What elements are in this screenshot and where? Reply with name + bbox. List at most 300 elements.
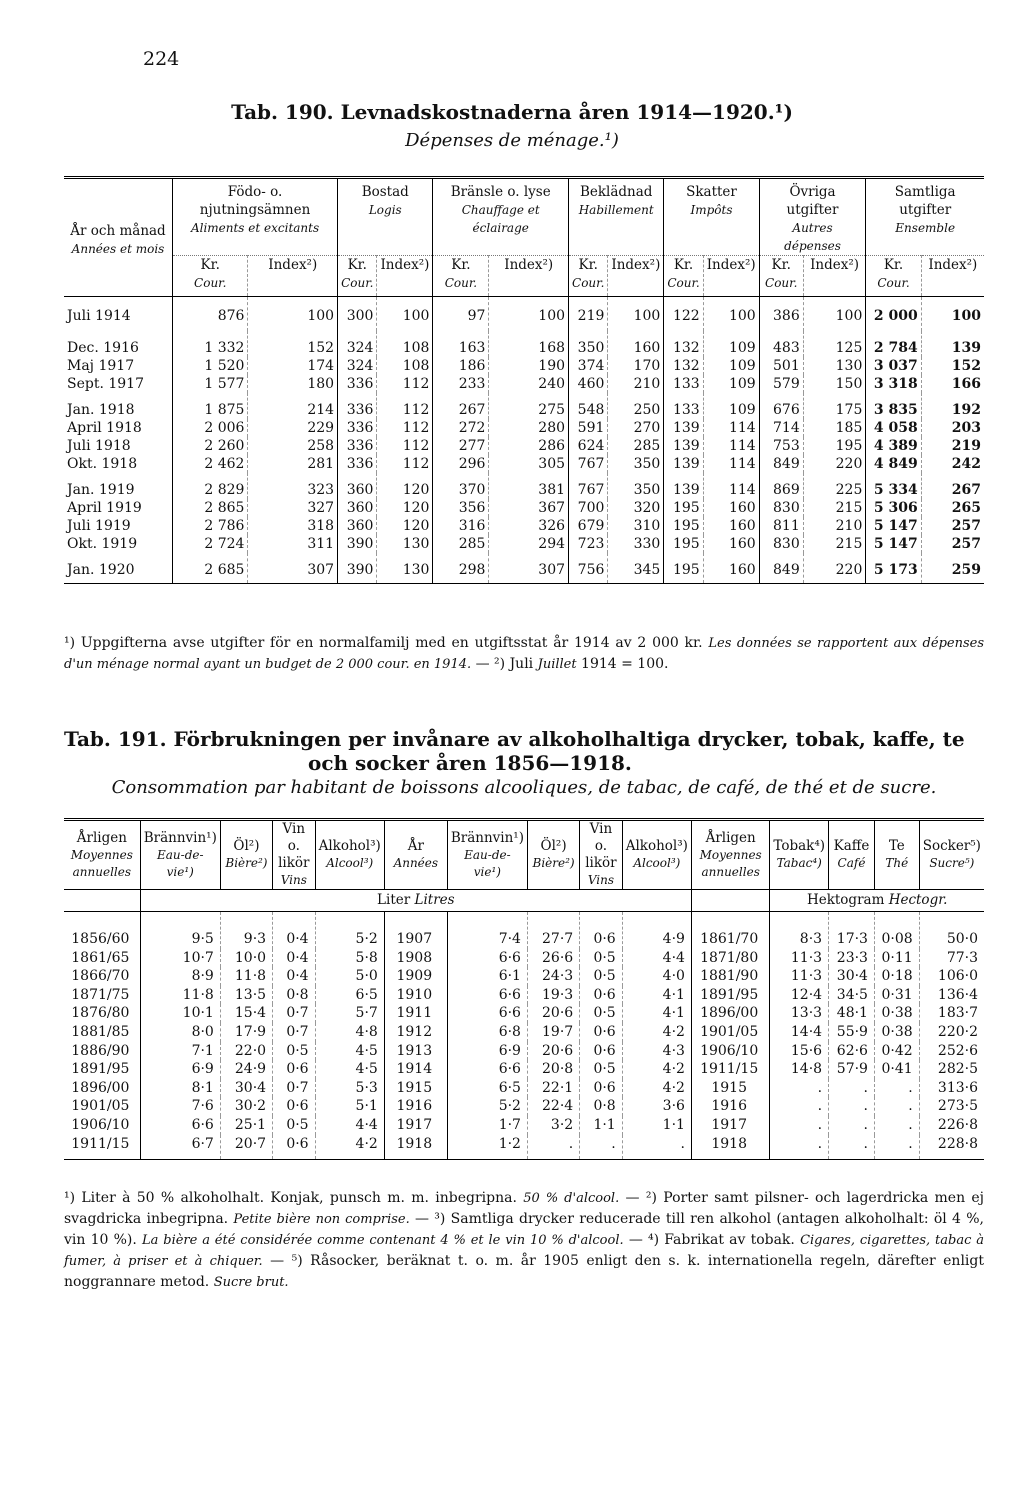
- cell: 285: [608, 437, 664, 455]
- cell: 0·4: [273, 912, 316, 949]
- cell: 1861/65: [71, 949, 130, 966]
- cell: 3 318: [866, 375, 921, 393]
- cell: 19·7: [527, 1023, 579, 1042]
- cell: 120: [377, 517, 433, 535]
- cell: 225: [803, 473, 866, 499]
- cell: 1908: [384, 949, 447, 968]
- cell: 307: [248, 553, 338, 584]
- cell: 160: [703, 499, 759, 517]
- cell: 0·8: [580, 1097, 623, 1116]
- table-row: [64, 1097, 984, 1116]
- cell: 267: [433, 393, 489, 419]
- cell: 192: [921, 393, 984, 419]
- cell: 195: [664, 535, 703, 553]
- cell: 100: [803, 297, 866, 332]
- col-ol-2: Öl²) Bière²): [527, 820, 579, 890]
- cell: 4·3: [622, 1042, 691, 1061]
- cell: 139: [664, 473, 703, 499]
- cell: 381: [489, 473, 569, 499]
- sub-kr-cour: Kr. Cour.: [173, 256, 248, 297]
- cell: 311: [248, 535, 338, 553]
- cell: 109: [703, 331, 759, 357]
- group-label-sv: Födo- o. njutningsämnen: [199, 184, 311, 218]
- cell: 100: [489, 297, 569, 332]
- cell: 811: [759, 517, 803, 535]
- cell: 282·5: [919, 1060, 984, 1079]
- cell: 219: [921, 437, 984, 455]
- cell: 1 577: [173, 375, 248, 393]
- cell: 273·5: [919, 1097, 984, 1116]
- cell: 0·6: [273, 1060, 316, 1079]
- cell: 4·5: [315, 1060, 384, 1079]
- cell: 1909: [384, 967, 447, 986]
- cell: .: [874, 1135, 919, 1160]
- cell: 112: [377, 455, 433, 473]
- cell: 679: [569, 517, 608, 535]
- cell: 133: [664, 375, 703, 393]
- cell: 48·1: [829, 1004, 875, 1023]
- cell: 501: [759, 357, 803, 375]
- cell: 132: [664, 357, 703, 375]
- table-row: [64, 912, 984, 949]
- tab190-subtitle: Dépenses de ménage.¹): [405, 130, 619, 151]
- cell: 7·1: [140, 1042, 220, 1061]
- cell: 869: [759, 473, 803, 499]
- cell: 109: [703, 357, 759, 375]
- cell: 168: [489, 331, 569, 357]
- cell: 6·9: [140, 1060, 220, 1079]
- cell: 1907: [384, 912, 447, 949]
- cell: 723: [569, 535, 608, 553]
- cell: 483: [759, 331, 803, 357]
- cell: 1911/15: [71, 1135, 130, 1152]
- table-row: [64, 499, 984, 517]
- cell: 160: [703, 553, 759, 584]
- col-vin: Vin o. likör Vins: [273, 820, 316, 890]
- sub-kr-cour: Kr. Cour.: [866, 256, 921, 297]
- cell: 1 332: [173, 331, 248, 357]
- unit-hectogram: Hektogram Hectogr.: [770, 890, 984, 912]
- cell: 0·4: [273, 967, 316, 986]
- sub-index: Index²): [608, 256, 664, 297]
- cell: 1896/00: [691, 1004, 769, 1023]
- cell: 6·6: [447, 1004, 527, 1023]
- cell: 1881/90: [691, 967, 769, 986]
- cell: 714: [759, 419, 803, 437]
- row-label: Jan. 1919: [67, 482, 135, 498]
- cell: 170: [608, 357, 664, 375]
- cell: .: [580, 1135, 623, 1160]
- cell: 313·6: [919, 1079, 984, 1098]
- cell: 1856/60: [71, 931, 130, 947]
- table-row: [64, 967, 984, 986]
- cell: 30·4: [220, 1079, 272, 1098]
- cell: 11·3: [770, 949, 829, 968]
- cell: 13·5: [220, 986, 272, 1005]
- row-label: Okt. 1919: [67, 536, 138, 552]
- group-label-sv: Bränsle o. lyse: [450, 184, 551, 200]
- cell: 307: [489, 553, 569, 584]
- cell: .: [874, 1097, 919, 1116]
- cell: 34·5: [829, 986, 875, 1005]
- cell: 77·3: [919, 949, 984, 968]
- cell: 186: [433, 357, 489, 375]
- cell: 0·7: [273, 1023, 316, 1042]
- cell: 3 835: [866, 393, 921, 419]
- cell: 0·38: [874, 1004, 919, 1023]
- cell: 8·9: [140, 967, 220, 986]
- cell: 20·6: [527, 1042, 579, 1061]
- cell: 548: [569, 393, 608, 419]
- cell: 2 260: [173, 437, 248, 455]
- cell: 2 865: [173, 499, 248, 517]
- cell: 8·0: [140, 1023, 220, 1042]
- cell: .: [829, 1116, 875, 1135]
- tab191-table: [64, 818, 984, 1160]
- cell: 195: [664, 517, 703, 535]
- col-socker: Socker⁵) Sucre⁵): [919, 820, 984, 890]
- group-label-sv: Bostad: [361, 184, 409, 200]
- cell: 1916: [384, 1097, 447, 1116]
- cell: 4·2: [622, 1023, 691, 1042]
- cell: 370: [433, 473, 489, 499]
- cell: 100: [608, 297, 664, 332]
- cell: 1896/00: [71, 1079, 130, 1096]
- group-label-fr: Impôts: [690, 203, 733, 217]
- cell: 6·6: [447, 949, 527, 968]
- cell: 152: [921, 357, 984, 375]
- cell: 2 000: [866, 297, 921, 332]
- cell: 345: [608, 553, 664, 584]
- cell: 112: [377, 419, 433, 437]
- cell: 136·4: [919, 986, 984, 1005]
- cell: 1901/05: [691, 1023, 769, 1042]
- cell: 20·7: [220, 1135, 272, 1160]
- cell: 0·11: [874, 949, 919, 968]
- cell: 14·8: [770, 1060, 829, 1079]
- cell: 2 829: [173, 473, 248, 499]
- col-vin-2: Vin o. likör Vins: [580, 820, 623, 890]
- cell: 130: [803, 357, 866, 375]
- cell: 163: [433, 331, 489, 357]
- cell: 350: [608, 473, 664, 499]
- cell: 316: [433, 517, 489, 535]
- cell: 5 147: [866, 517, 921, 535]
- cell: 114: [703, 473, 759, 499]
- cell: 1917: [384, 1116, 447, 1135]
- cell: 13·3: [770, 1004, 829, 1023]
- cell: 120: [377, 499, 433, 517]
- table-row: [64, 1042, 984, 1061]
- cell: 320: [608, 499, 664, 517]
- cell: 6·5: [447, 1079, 527, 1098]
- tab191-subtitle: Consommation par habitant de boissons alcooliques, de tabac, de café, de thé et de sucre.: [111, 777, 937, 798]
- cell: 6·6: [140, 1116, 220, 1135]
- cell: 1915: [384, 1079, 447, 1098]
- table-row: [64, 297, 984, 332]
- cell: 849: [759, 455, 803, 473]
- cell: 97: [433, 297, 489, 332]
- cell: 152: [248, 331, 338, 357]
- cell: 624: [569, 437, 608, 455]
- cell: 210: [803, 517, 866, 535]
- cell: 3·2: [527, 1116, 579, 1135]
- cell: 22·0: [220, 1042, 272, 1061]
- cell: 2 724: [173, 535, 248, 553]
- cell: 4·1: [622, 986, 691, 1005]
- cell: 753: [759, 437, 803, 455]
- cell: 5·3: [315, 1079, 384, 1098]
- cell: 1861/70: [691, 912, 769, 949]
- group-label-fr: Autres dépenses: [784, 221, 841, 253]
- col-brannvin-2: Brännvin¹) Eau-de-vie¹): [447, 820, 527, 890]
- cell: .: [770, 1116, 829, 1135]
- cell: 265: [921, 499, 984, 517]
- cell: 4·4: [622, 949, 691, 968]
- group-header-2: [433, 178, 569, 256]
- cell: 0·5: [580, 949, 623, 968]
- sub-kr-cour: Kr. Cour.: [759, 256, 803, 297]
- tab190-table: [64, 176, 984, 584]
- cell: 275: [489, 393, 569, 419]
- cell: 114: [703, 419, 759, 437]
- col-alkohol-2: Alkohol³) Alcool³): [622, 820, 691, 890]
- cell: 591: [569, 419, 608, 437]
- cell: 17·3: [829, 912, 875, 949]
- cell: 30·2: [220, 1097, 272, 1116]
- col-ol: Öl²) Bière²): [220, 820, 272, 890]
- cell: 4 389: [866, 437, 921, 455]
- cell: 277: [433, 437, 489, 455]
- row-label: April 1919: [67, 500, 142, 516]
- cell: 767: [569, 455, 608, 473]
- cell: 5·2: [447, 1097, 527, 1116]
- cell: 7·4: [447, 912, 527, 949]
- cell: 219: [569, 297, 608, 332]
- cell: 390: [338, 535, 377, 553]
- cell: 756: [569, 553, 608, 584]
- cell: 3·6: [622, 1097, 691, 1116]
- cell: 24·9: [220, 1060, 272, 1079]
- cell: 1913: [384, 1042, 447, 1061]
- cell: 360: [338, 473, 377, 499]
- cell: 215: [803, 499, 866, 517]
- cell: 5·1: [315, 1097, 384, 1116]
- cell: 1911: [384, 1004, 447, 1023]
- cell: 285: [433, 535, 489, 553]
- cell: 1918: [384, 1135, 447, 1160]
- cell: 5 147: [866, 535, 921, 553]
- table-row: [64, 393, 984, 419]
- cell: 386: [759, 297, 803, 332]
- table-row: [64, 375, 984, 393]
- cell: .: [770, 1079, 829, 1098]
- cell: 2 462: [173, 455, 248, 473]
- col-tobak: Tobak⁴) Tabac⁴): [770, 820, 829, 890]
- cell: 330: [608, 535, 664, 553]
- cell: 8·1: [140, 1079, 220, 1098]
- cell: 240: [489, 375, 569, 393]
- cell: 272: [433, 419, 489, 437]
- cell: 130: [377, 553, 433, 584]
- cell: 11·8: [140, 986, 220, 1005]
- cell: 20·8: [527, 1060, 579, 1079]
- cell: 11·8: [220, 967, 272, 986]
- cell: 0·5: [580, 1004, 623, 1023]
- tab190-footnotes: ¹) Uppgifterna avse utgifter för en normalfamilj med en utgiftsstat år 1914 av 2 000 kr. Les données se rapportent aux dépenses d'un ménage normal ayant un budget de 2 000 cour. en 1914. — ²) Juli Juillet 1914 = 100.: [64, 635, 984, 672]
- cell: .: [622, 1135, 691, 1160]
- cell: 203: [921, 419, 984, 437]
- cell: 24·3: [527, 967, 579, 986]
- cell: 12·4: [770, 986, 829, 1005]
- unit-liter: Liter Litres: [140, 890, 691, 912]
- cell: 195: [664, 499, 703, 517]
- cell: 1901/05: [71, 1098, 130, 1115]
- cell: 220: [803, 553, 866, 584]
- cell: 195: [803, 437, 866, 455]
- cell: 6·7: [140, 1135, 220, 1160]
- table-row: [64, 1004, 984, 1023]
- table-row: [64, 949, 984, 968]
- table-row: [64, 1135, 984, 1160]
- cell: 767: [569, 473, 608, 499]
- cell: 8·3: [770, 912, 829, 949]
- cell: 1914: [384, 1060, 447, 1079]
- table-row: [64, 1116, 984, 1135]
- cell: 259: [921, 553, 984, 584]
- table-row: [64, 331, 984, 357]
- cell: 1·2: [447, 1135, 527, 1160]
- cell: 0·42: [874, 1042, 919, 1061]
- group-header-5: [759, 178, 866, 256]
- cell: 9·3: [220, 912, 272, 949]
- cell: 27·7: [527, 912, 579, 949]
- cell: 25·1: [220, 1116, 272, 1135]
- group-header-0: [173, 178, 338, 256]
- cell: 125: [803, 331, 866, 357]
- cell: 324: [338, 357, 377, 375]
- cell: 10·7: [140, 949, 220, 968]
- cell: 22·4: [527, 1097, 579, 1116]
- cell: 1910: [384, 986, 447, 1005]
- cell: 336: [338, 393, 377, 419]
- cell: 350: [608, 455, 664, 473]
- col-period-2: Årligen Moyennes annuelles: [691, 820, 769, 890]
- cell: 5 306: [866, 499, 921, 517]
- cell: 220: [803, 455, 866, 473]
- cell: 294: [489, 535, 569, 553]
- cell: 15·6: [770, 1042, 829, 1061]
- cell: 336: [338, 419, 377, 437]
- row-label: Jan. 1918: [67, 402, 135, 418]
- cell: 14·4: [770, 1023, 829, 1042]
- table-row: [64, 437, 984, 455]
- group-label-sv: Skatter: [686, 184, 737, 200]
- tab191-footnotes: ¹) Liter à 50 % alkoholhalt. Konjak, punsch m. m. inbegripna. 50 % d'alcool. — ²) Porter samt pilsner- och lagerdricka men ej svagdricka inbegripna. Petite bière non comprise. — ³) Samtliga drycker reducerade till ren alkohol (antagen alkoholhalt: öl 4 %, vin 10 %). La bière a été considérée comme contenant 4 % et le vin 10 % d'alcool. — ⁴) Fabrikat av tobak. Cigares, cigarettes, tabac à fumer, à priser et à chiquer. — ⁵) Råsocker, beräknat t. o. m. år 1905 enligt den s. k. internationella regeln, därefter enligt noggrannare metod. Sucre brut.: [64, 1190, 985, 1290]
- cell: 0·18: [874, 967, 919, 986]
- cell: 336: [338, 455, 377, 473]
- cell: 1871/75: [71, 986, 130, 1003]
- cell: 1911/15: [691, 1060, 769, 1079]
- cell: 242: [921, 455, 984, 473]
- row-label: Sept. 1917: [67, 376, 144, 392]
- cell: 139: [664, 419, 703, 437]
- cell: 112: [377, 375, 433, 393]
- table-row: [64, 455, 984, 473]
- sub-kr-cour: Kr. Cour.: [433, 256, 489, 297]
- cell: 4·5: [315, 1042, 384, 1061]
- cell: 280: [489, 419, 569, 437]
- cell: 220·2: [919, 1023, 984, 1042]
- cell: 0·5: [273, 1042, 316, 1061]
- cell: 160: [703, 535, 759, 553]
- cell: 1906/10: [71, 1116, 130, 1133]
- cell: 195: [664, 553, 703, 584]
- cell: 252·6: [919, 1042, 984, 1061]
- cell: 10·0: [220, 949, 272, 968]
- cell: 62·6: [829, 1042, 875, 1061]
- sub-index: Index²): [248, 256, 338, 297]
- cell: 214: [248, 393, 338, 419]
- cell: 174: [248, 357, 338, 375]
- cell: 1915: [691, 1079, 769, 1098]
- col-kaffe: Kaffe Café: [829, 820, 875, 890]
- cell: 267: [921, 473, 984, 499]
- cell: 100: [921, 297, 984, 332]
- page-number: 224: [143, 48, 180, 70]
- cell: 336: [338, 437, 377, 455]
- cell: 114: [703, 455, 759, 473]
- cell: 109: [703, 375, 759, 393]
- cell: 360: [338, 499, 377, 517]
- cell: 281: [248, 455, 338, 473]
- cell: 0·6: [580, 912, 623, 949]
- cell: 1906/10: [691, 1042, 769, 1061]
- cell: 23·3: [829, 949, 875, 968]
- cell: 1918: [691, 1135, 769, 1160]
- cell: .: [829, 1079, 875, 1098]
- cell: 190: [489, 357, 569, 375]
- cell: 1 875: [173, 393, 248, 419]
- cell: 323: [248, 473, 338, 499]
- cell: 286: [489, 437, 569, 455]
- cell: 6·1: [447, 967, 527, 986]
- cell: 1891/95: [691, 986, 769, 1005]
- cell: 106·0: [919, 967, 984, 986]
- cell: 1876/80: [71, 1005, 130, 1022]
- table-row: [64, 553, 984, 584]
- cell: 0·5: [273, 1116, 316, 1135]
- cell: .: [770, 1097, 829, 1116]
- row-label: Jan. 1920: [67, 562, 135, 578]
- group-header-3: [569, 178, 664, 256]
- cell: .: [874, 1079, 919, 1098]
- sub-index: Index²): [921, 256, 984, 297]
- cell: 367: [489, 499, 569, 517]
- cell: 108: [377, 331, 433, 357]
- group-label-sv: Övriga utgifter: [786, 184, 839, 218]
- cell: 228·8: [919, 1135, 984, 1160]
- cell: 1·1: [580, 1116, 623, 1135]
- tab190-title: Tab. 190. Levnadskostnaderna åren 1914—1920.¹): [231, 100, 793, 124]
- cell: 120: [377, 473, 433, 499]
- cell: 4 849: [866, 455, 921, 473]
- cell: 5·2: [315, 912, 384, 949]
- cell: 1871/80: [691, 949, 769, 968]
- cell: 6·6: [447, 986, 527, 1005]
- cell: 210: [608, 375, 664, 393]
- table-row: [64, 357, 984, 375]
